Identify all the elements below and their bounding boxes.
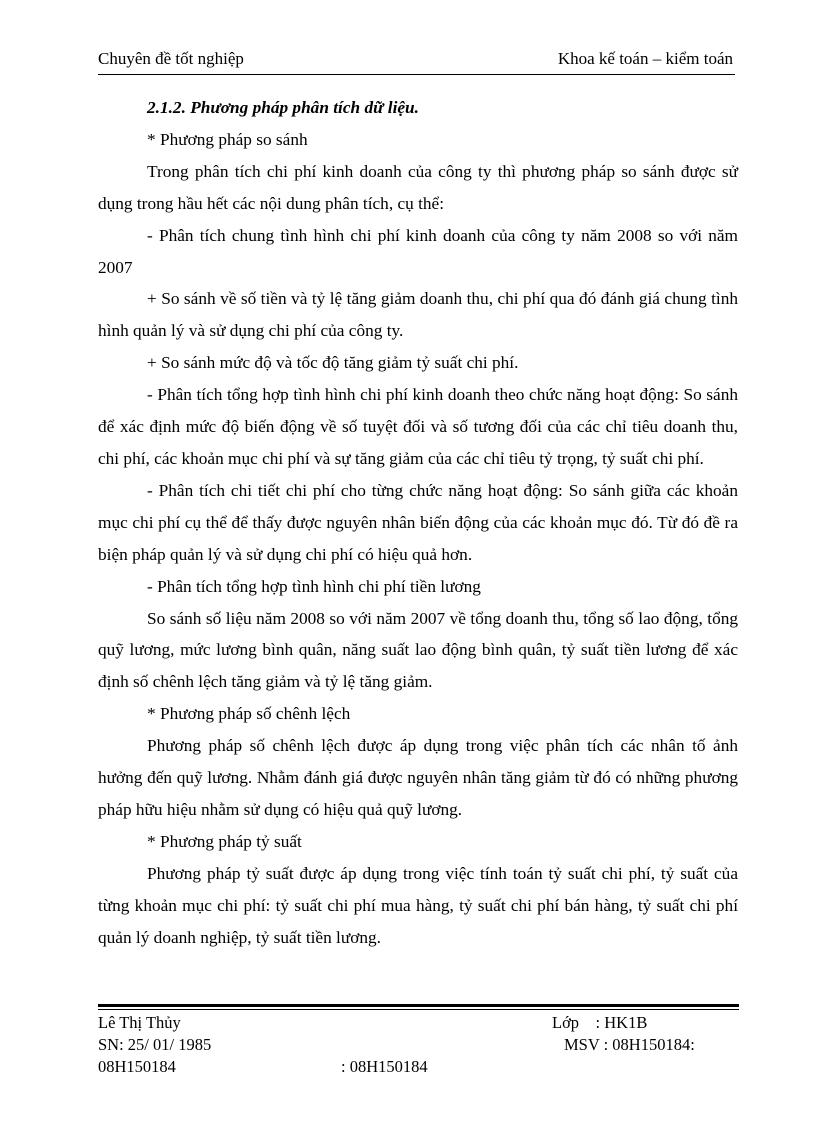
footer-code-left: 08H150184 [98,1057,176,1076]
paragraph: Phương pháp số chênh lệch được áp dụng trong việc phân tích các nhân tố ảnh hưởng đến quỹ lương. Nhằm đánh giá được nguyên nhân tăng giảm từ đó có những phương pháp hữu hiệu nhằm sử dụng có hiệu quả quỹ lương. [98,736,738,819]
footer-code-middle: : 08H150184 [341,1057,428,1076]
paragraph: Phương pháp tỷ suất được áp dụng trong việc tính toán tỷ suất chi phí, tỷ suất của từng khoản mục chi phí: tỷ suất chi phí mua hàng, tỷ suất chi phí bán hàng, tỷ suất chi phí quản lý doanh nghiệp, tỷ suất tiền lương. [98,863,738,947]
section-heading: 2.1.2. Phương pháp phân tích dữ liệu. [147,98,419,117]
paragraph: + So sánh mức độ và tốc độ tăng giảm tỷ suất chi phí. [147,353,519,373]
paragraph: - Phân tích tổng hợp tình hình chi phí tiền lương [147,576,481,596]
footer-birth-date: SN: 25/ 01/ 1985 [98,1035,212,1054]
paragraph: So sánh số liệu năm 2008 so với năm 2007 về tổng doanh thu, tổng số lao động, tổng quỹ lương, mức lương bình quân, năng suất lao động bình quân, tỷ suất tiền lương để xác định số chênh lệch tăng giảm và tỷ lệ tăng giảm. [98,608,738,692]
footer-class: Lớp : HK1B [552,1013,648,1032]
paragraph: * Phương pháp so sánh [147,129,308,149]
footer-divider-thin [98,1009,739,1010]
page-header [98,48,735,75]
paragraph: - Phân tích chi tiết chi phí cho từng chức năng hoạt động: So sánh giữa các khoản mục chi phí cụ thể để thấy được nguyên nhân biến động của các khoản mục đó. Từ đó đề ra biện pháp quản lý và sử dụng chi phí có hiệu quả hơn. [98,480,738,564]
document-body [98,92,738,953]
paragraph: * Phương pháp tỷ suất [147,831,302,851]
paragraph: Trong phân tích chi phí kinh doanh của công ty thì phương pháp so sánh được sử dụng trong hầu hết các nội dung phân tích, cụ thể: [98,161,738,213]
paragraph: + So sánh về số tiền và tỷ lệ tăng giảm doanh thu, chi phí qua đó đánh giá chung tình hình quản lý và sử dụng chi phí của công ty. [98,289,738,341]
header-title: Chuyên đề tốt nghiệp [98,49,244,68]
footer-divider-thick [98,1004,739,1007]
paragraph: - Phân tích chung tình hình chi phí kinh doanh của công ty năm 2008 so với năm 2007 [98,225,738,277]
footer-student-id: MSV : 08H150184: [564,1035,695,1054]
header-department: Khoa kế toán – kiểm toán [557,49,733,68]
paragraph: - Phân tích tổng hợp tình hình chi phí kinh doanh theo chức năng hoạt động: So sánh để xác định mức độ biến động về số tuyệt đối và số tương đối của các chỉ tiêu doanh thu, chi phí, các khoản mục chi phí và sự tăng giảm của các chỉ tiêu tỷ trọng, tỷ suất chi phí. [98,385,738,468]
paragraph: * Phương pháp số chênh lệch [147,704,351,724]
footer-student-name: Lê Thị Thủy [98,1013,181,1032]
